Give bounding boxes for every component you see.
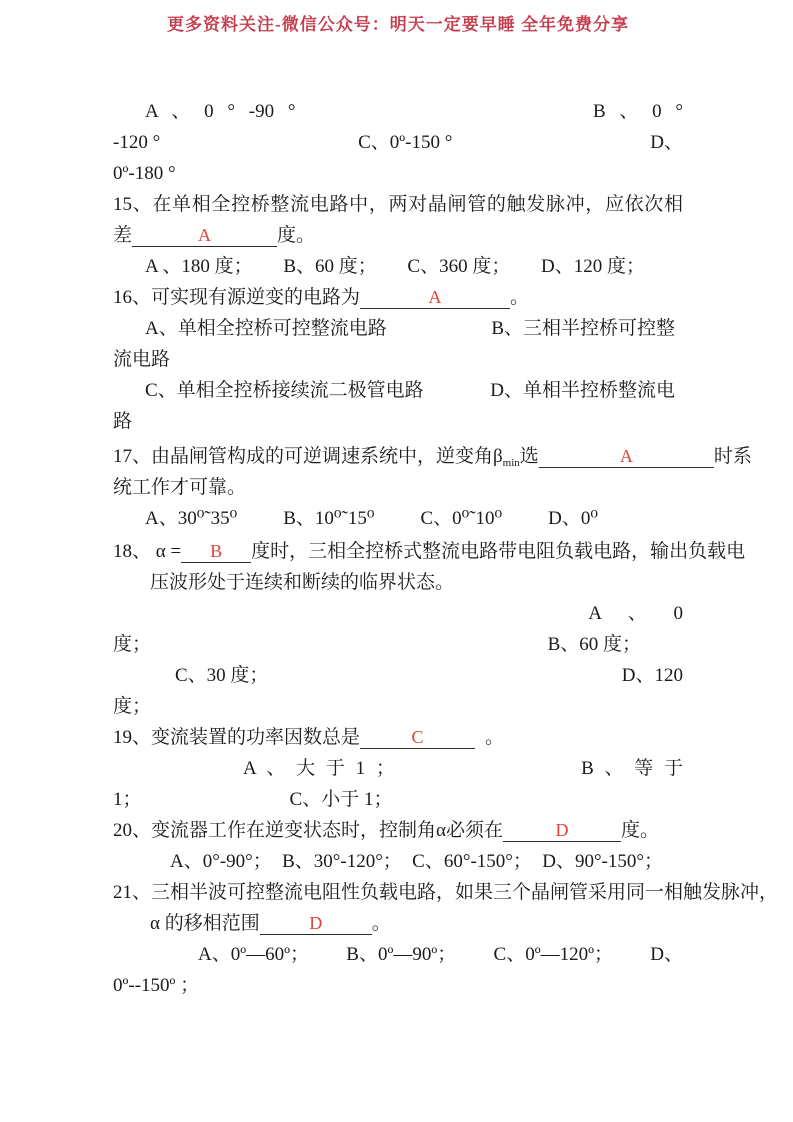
q18-option-b: B、60 度；	[547, 634, 641, 655]
q20-option-c: C、60°-150°；	[412, 851, 532, 872]
q17-option-b: B、10⁰˜15⁰	[283, 508, 375, 529]
q18-option-a-line	[113, 598, 683, 629]
q19-option-b: B 、 等 于	[581, 758, 683, 779]
q21-stem-line1: 21、三相半波可控整流电阻性负载电路，如果三个晶闸管采用同一相触发脉冲，	[113, 882, 779, 903]
q15-stem-pre: 差	[113, 225, 133, 246]
q21-answer-blank	[260, 911, 372, 935]
q17-option-c: C、0⁰˜10⁰	[420, 508, 503, 529]
q17-stem-line2: 统工作才可靠。	[113, 477, 247, 498]
q17-answer-blank	[539, 444, 714, 468]
q14-options-line2	[113, 127, 683, 158]
q17-stem-line1	[113, 441, 752, 472]
q16-options-line4	[113, 406, 683, 437]
q17-stem-mid: 选	[519, 446, 539, 467]
q16-option-a: A、单相全控桥可控整流电路	[145, 318, 387, 339]
q21-stem-pre: α 的移相范围	[150, 913, 260, 934]
q18-option-a: A 、 0	[588, 603, 683, 624]
q21-stem-line2	[113, 908, 683, 939]
q16-answer: A	[428, 287, 442, 307]
q14-options-line1	[113, 96, 683, 127]
q15-stem-post: 度。	[277, 225, 316, 246]
q16-option-d: D、单相半控桥整流电	[490, 380, 675, 401]
q15-stem-line2	[113, 220, 683, 251]
q19-stem-post: 。	[485, 727, 505, 748]
q18-option-d-cont: 度；	[113, 696, 152, 717]
q17-option-a: A、30⁰˜35⁰	[145, 508, 238, 529]
q20-options	[113, 846, 683, 877]
q18-options-line2	[113, 629, 683, 660]
q15-answer: A	[198, 225, 212, 245]
q14-option-a: A 、 0 ° -90 °	[145, 101, 296, 122]
q16-option-d-cont: 路	[113, 411, 133, 432]
q17-stem-pre: 17、由晶闸管构成的可逆调速系统中，逆变角β	[113, 446, 503, 467]
q19-option-c: C、小于 1；	[289, 789, 393, 810]
q17-answer: A	[619, 446, 633, 466]
q14-option-b-cont: -120 °	[113, 132, 161, 153]
q16-option-c: C、单相全控桥接续流二极管电路	[145, 380, 424, 401]
q15-option-a: A 、180 度；	[145, 256, 253, 277]
q16-stem	[113, 282, 683, 313]
q16-stem-post: 。	[510, 287, 530, 308]
q17-options	[113, 503, 683, 534]
q14-option-b: B 、 0 °	[592, 101, 683, 122]
q18-option-d: D、120	[621, 665, 683, 686]
q18-stem-pre: 18、 α =	[113, 541, 182, 562]
q16-options-line1	[113, 313, 683, 344]
q20-answer: D	[555, 820, 569, 840]
q14-option-d-cont: 0º-180 °	[113, 163, 176, 184]
q21-options-line1	[113, 939, 683, 970]
q14-options-line3	[113, 158, 683, 189]
q16-option-b: B、三相半控桥可控整	[491, 318, 675, 339]
q18-option-a-cont: 度；	[113, 634, 152, 655]
q19-answer-blank	[360, 725, 475, 749]
q20-stem-pre: 20、变流器工作在逆变状态时，控制角α必须在	[113, 820, 503, 841]
q15-options	[113, 251, 683, 282]
q19-options-line2	[113, 784, 683, 815]
red-header-notice: 更多资料关注-微信公众号：明天一定要早睡 全年免费分享	[167, 15, 629, 34]
q19-options-line1	[113, 753, 683, 784]
q19-answer: C	[411, 727, 424, 747]
q18-answer-blank	[181, 539, 251, 563]
q21-stem-post: 。	[371, 913, 391, 934]
q20-stem-post: 度。	[620, 820, 659, 841]
q18-stem-post: 度时，三相全控桥式整流电路带电阻负载电路，输出负载电	[251, 541, 746, 562]
q21-option-c: C、0º—120º；	[493, 944, 613, 965]
q21-options-line2	[113, 970, 683, 1001]
q17-option-d: D、0⁰	[548, 508, 598, 529]
q16-option-b-cont: 流电路	[113, 349, 171, 370]
q19-option-b-cont: 1；	[113, 789, 142, 810]
q20-option-d: D、90°-150°；	[542, 851, 663, 872]
q15-stem-line1: 15、在单相全控桥整流电路中，两对晶闸管的触发脉冲，应依次相	[113, 194, 683, 215]
q18-options-line3	[113, 660, 683, 691]
q14-option-d: D、	[650, 132, 683, 153]
q17-beta-subscript: min	[502, 457, 520, 469]
q18-answer: B	[210, 541, 223, 561]
q16-stem-pre: 16、可实现有源逆变的电路为	[113, 287, 361, 308]
q18-stem-line1	[113, 536, 746, 567]
q15-option-b: B、60 度；	[283, 256, 377, 277]
q16-answer-blank	[360, 285, 510, 309]
q14-option-c: C、0º-150 °	[358, 132, 453, 153]
q15-option-d: D、120 度；	[540, 256, 645, 277]
q19-stem	[113, 722, 683, 753]
q21-option-d-cont: 0º--150º ；	[113, 975, 200, 996]
q17-stem-post: 时系	[713, 446, 752, 467]
q20-option-b: B、30°-120°；	[282, 851, 402, 872]
q20-stem	[113, 815, 683, 846]
q21-option-a: A、0º—60º；	[198, 944, 310, 965]
q18-stem-line2: 压波形处于连续和断续的临界状态。	[150, 572, 455, 593]
q21-answer: D	[309, 913, 323, 933]
q15-option-c: C、360 度；	[407, 256, 511, 277]
q20-option-a: A、0°-90°；	[170, 851, 272, 872]
q16-options-line2	[113, 344, 683, 375]
q20-answer-blank	[503, 818, 621, 842]
q18-options-line4	[113, 691, 683, 722]
q21-option-d: D、	[650, 944, 683, 965]
q18-option-c: C、30 度；	[175, 665, 269, 686]
q15-answer-blank	[132, 223, 277, 247]
q21-option-b: B、0º—90º；	[346, 944, 457, 965]
q19-option-a: A 、 大 于 1 ；	[243, 758, 395, 779]
q16-options-line3	[113, 375, 683, 406]
q19-stem-pre: 19、变流装置的功率因数总是	[113, 727, 361, 748]
